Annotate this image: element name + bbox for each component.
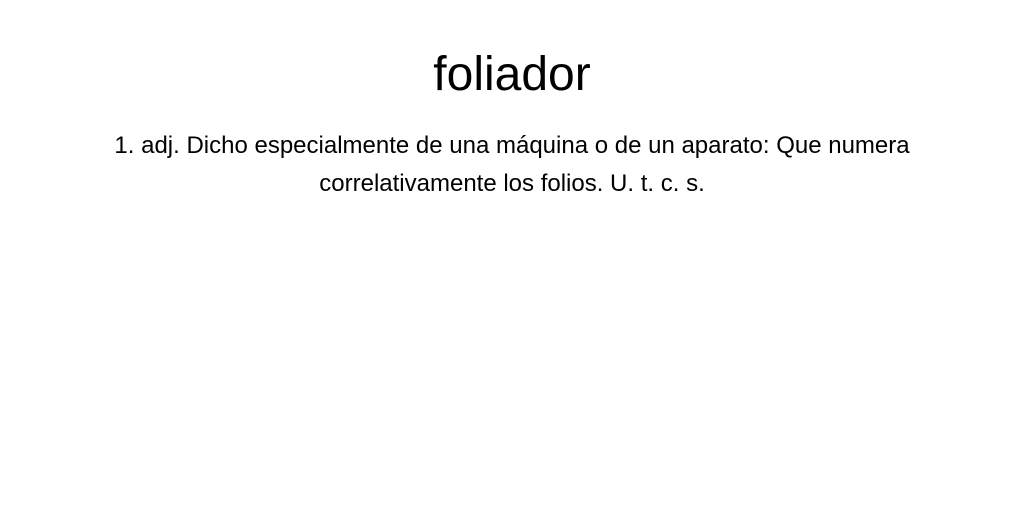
entry-definition: 1. adj. Dicho especialmente de una máquina o de un aparato: Que numera correlativamente los folios. U. t. c. s. [114,132,910,197]
entry-term: foliador [433,48,591,101]
